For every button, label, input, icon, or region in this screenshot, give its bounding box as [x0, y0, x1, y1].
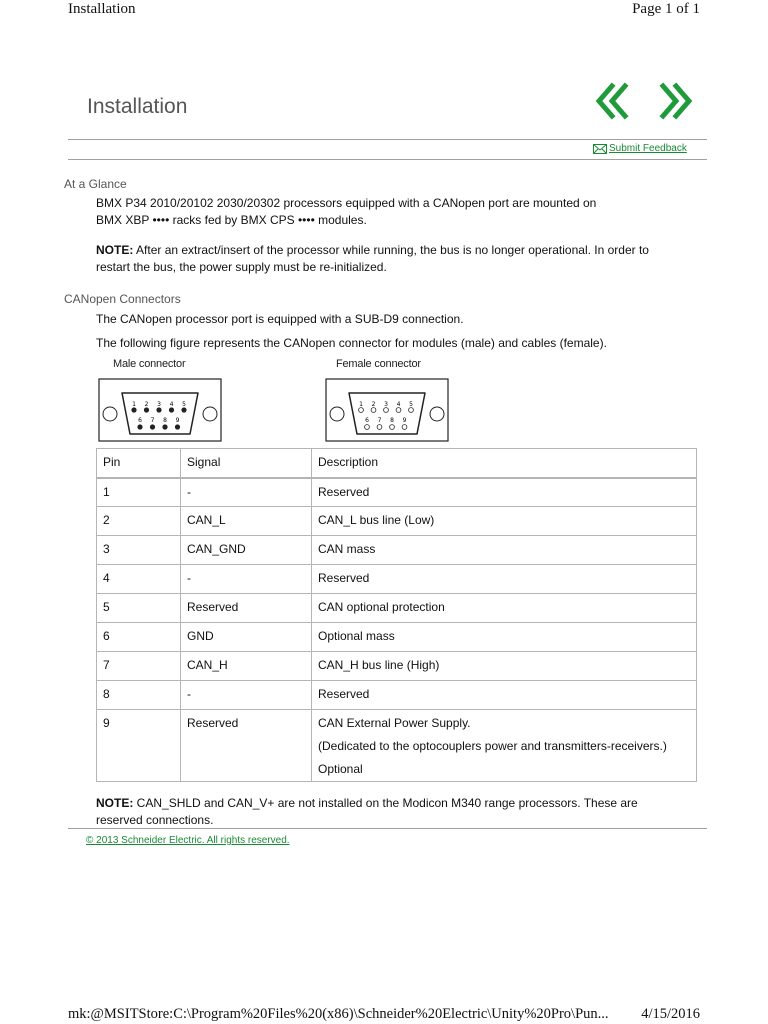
pin-cell: 7	[97, 652, 181, 681]
male-pin	[175, 425, 179, 429]
print-header-title: Installation	[68, 1, 136, 17]
glance-line-2: BMX XBP •••• racks fed by BMX CPS •••• modules.	[96, 213, 367, 227]
male-pin	[150, 425, 154, 429]
description-cell: CAN mass	[312, 536, 697, 565]
envelope-icon	[593, 144, 607, 154]
female-socket	[377, 425, 382, 430]
pin-number-label: 3	[157, 401, 161, 408]
table-row	[97, 623, 697, 652]
description-line: CAN External Power Supply.	[318, 716, 471, 730]
description-cell	[312, 710, 697, 782]
pin-number-label: 2	[144, 401, 149, 408]
pin-number-label: 8	[163, 417, 167, 424]
note-text-2: restart the bus, the power supply must be re-initialized.	[96, 260, 387, 274]
column-header-pin: Pin	[97, 449, 181, 478]
description-cell: CAN_L bus line (Low)	[312, 507, 697, 536]
at-a-glance-heading: At a Glance	[64, 177, 127, 191]
bottom-note	[96, 795, 696, 829]
table-row	[97, 594, 697, 623]
print-footer-date: 4/15/2016	[641, 1006, 700, 1022]
description-cell: Reserved	[312, 681, 697, 710]
pin-number-label: 2	[371, 401, 376, 408]
double-chevron-right-icon	[654, 82, 694, 120]
description-line: Optional	[318, 762, 363, 776]
note-label: NOTE:	[96, 796, 134, 810]
copyright-link[interactable]: © 2013 Schneider Electric. All rights reserved.	[86, 835, 290, 846]
print-footer-url: mk:@MSITStore:C:\Program%20Files%20(x86)\Schneider%20Electric\Unity%20Pro\Pun...	[68, 1006, 609, 1022]
female-socket	[365, 425, 370, 430]
table-row	[97, 478, 697, 507]
connectors-para-1: The CANopen processor port is equipped with a SUB-D9 connection.	[96, 312, 464, 326]
submit-feedback-link[interactable]	[593, 143, 687, 154]
pin-number-label: 3	[384, 401, 388, 408]
pin-cell: 3	[97, 536, 181, 565]
pin-number-label: 7	[150, 417, 155, 424]
bottom-note-text-2: reserved connections.	[96, 813, 214, 827]
male-pin	[169, 408, 173, 412]
pin-number-label: 1	[132, 401, 136, 408]
print-header-page: Page 1 of 1	[632, 1, 700, 17]
pin-number-label: 9	[402, 417, 407, 424]
female-socket	[402, 425, 407, 430]
pin-cell: 6	[97, 623, 181, 652]
signal-cell: Reserved	[181, 594, 312, 623]
note-text-1: After an extract/insert of the processor while running, the bus is no longer operational. In order to	[133, 243, 649, 257]
female-connector-label: Female connector	[336, 358, 421, 370]
signal-cell: Reserved	[181, 710, 312, 782]
submit-feedback-label: Submit Feedback	[609, 143, 687, 154]
pin-number-label: 5	[182, 401, 186, 408]
female-socket	[384, 408, 389, 413]
description-cell: CAN_H bus line (High)	[312, 652, 697, 681]
signal-cell: -	[181, 681, 312, 710]
pin-number-label: 7	[377, 417, 382, 424]
pin-number-label: 9	[175, 417, 180, 424]
female-socket	[371, 408, 376, 413]
pin-cell: 9	[97, 710, 181, 782]
column-header-description: Description	[312, 449, 697, 478]
table-row	[97, 652, 697, 681]
glance-paragraph	[96, 195, 696, 229]
female-socket	[409, 408, 414, 413]
column-header-signal: Signal	[181, 449, 312, 478]
next-page-button[interactable]	[654, 82, 694, 120]
pin-number-label: 6	[138, 417, 142, 424]
female-connector-figure	[325, 378, 449, 442]
page-title: Installation	[87, 95, 188, 118]
table-row	[97, 507, 697, 536]
male-pin	[182, 408, 186, 412]
note-label: NOTE:	[96, 243, 134, 257]
male-pin	[138, 425, 142, 429]
pin-cell: 4	[97, 565, 181, 594]
glance-note	[96, 242, 696, 276]
signal-cell: GND	[181, 623, 312, 652]
title-divider	[68, 139, 707, 140]
pin-number-label: 4	[396, 401, 401, 408]
description-cell: CAN optional protection	[312, 594, 697, 623]
glance-line-1: BMX P34 2010/20102 2030/20302 processors equipped with a CANopen port are mounted on	[96, 196, 597, 210]
canopen-connectors-heading: CANopen Connectors	[64, 292, 181, 306]
description-cell: Reserved	[312, 478, 697, 507]
female-socket	[359, 408, 364, 413]
male-pin	[144, 408, 148, 412]
bottom-note-text-1: CAN_SHLD and CAN_V+ are not installed on the Modicon M340 range processors. These are	[133, 796, 638, 810]
pin-cell: 5	[97, 594, 181, 623]
description-cell: Optional mass	[312, 623, 697, 652]
feedback-divider	[68, 159, 707, 160]
table-row	[97, 565, 697, 594]
male-pin	[132, 408, 136, 412]
pin-cell: 2	[97, 507, 181, 536]
table-row	[97, 710, 697, 782]
description-cell: Reserved	[312, 565, 697, 594]
signal-cell: -	[181, 565, 312, 594]
pin-number-label: 5	[409, 401, 413, 408]
pin-number-label: 6	[365, 417, 369, 424]
double-chevron-left-icon	[594, 82, 634, 120]
previous-page-button[interactable]	[594, 82, 634, 120]
signal-cell: CAN_H	[181, 652, 312, 681]
table-row	[97, 681, 697, 710]
male-pin	[163, 425, 167, 429]
pin-number-label: 8	[390, 417, 394, 424]
pin-number-label: 1	[359, 401, 363, 408]
footer-divider	[68, 828, 707, 829]
connectors-para-2: The following figure represents the CANopen connector for modules (male) and cables (female).	[96, 336, 607, 350]
signal-cell: CAN_L	[181, 507, 312, 536]
male-connector-figure	[98, 378, 222, 442]
female-socket	[396, 408, 401, 413]
table-row	[97, 536, 697, 565]
signal-cell: CAN_GND	[181, 536, 312, 565]
pin-table	[96, 448, 697, 782]
pin-number-label: 4	[169, 401, 174, 408]
description-line: (Dedicated to the optocouplers power and transmitters-receivers.)	[318, 739, 667, 753]
pin-cell: 8	[97, 681, 181, 710]
table-header-row	[97, 449, 697, 478]
male-pin	[157, 408, 161, 412]
female-socket	[390, 425, 395, 430]
male-connector-label: Male connector	[113, 358, 186, 370]
signal-cell: -	[181, 478, 312, 507]
pin-cell: 1	[97, 478, 181, 507]
